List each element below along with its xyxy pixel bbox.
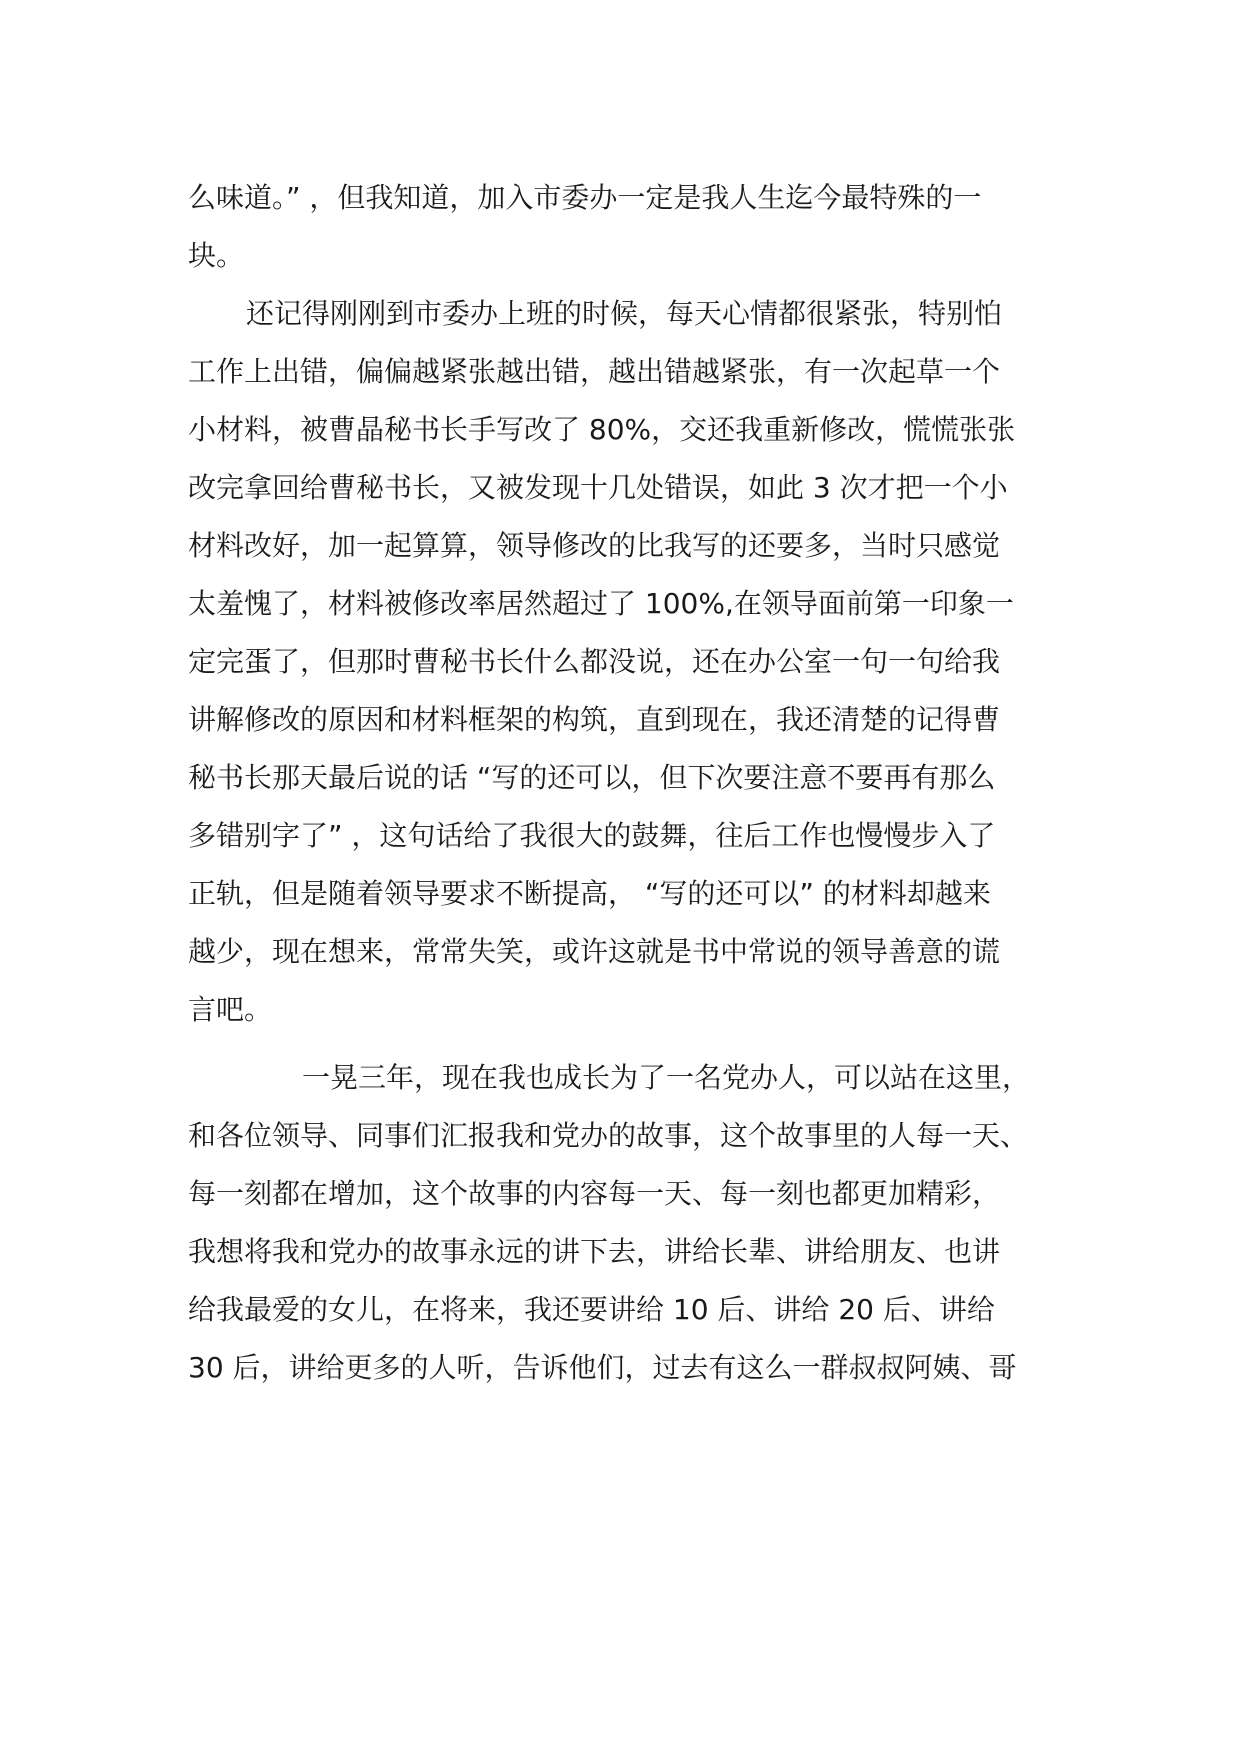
text-line: 太羞愧了，材料被修改率居然超过了 100%,在领导面前第一印象一	[188, 587, 1014, 620]
text-line: 改完拿回给曹秘书长，又被发现十几处错误，如此 3 次才把一个小	[188, 471, 1008, 504]
text-line: 么味道。” ，但我知道，加入市委办一定是我人生迄今最特殊的一	[188, 181, 982, 214]
text-line: 越少，现在想来，常常失笑，或许这就是书中常说的领导善意的谎	[188, 935, 1001, 968]
text-line: 定完蛋了，但那时曹秘书长什么都没说，还在办公室一句一句给我	[188, 645, 1001, 678]
text-line: 言吧。	[188, 993, 273, 1026]
text-line: 秘书长那天最后说的话 “写的还可以，但下次要注意不要再有那么	[188, 761, 996, 794]
text-line: 讲解修改的原因和材料框架的构筑，直到现在，我还清楚的记得曹	[188, 703, 1001, 736]
text-line: 块。	[188, 239, 245, 272]
text-line: 给我最爱的女儿，在将来，我还要讲给 10 后、讲给 20 后、讲给	[188, 1293, 995, 1326]
text-line: 小材料，被曹晶秘书长手写改了 80%，交还我重新修改，慌慌张张	[188, 413, 1016, 446]
text-line: 30 后，讲给更多的人听，告诉他们，过去有这么一群叔叔阿姨、哥	[188, 1351, 1017, 1384]
text-line: 正轨，但是随着领导要求不断提高， “写的还可以” 的材料却越来	[188, 877, 991, 910]
text-line: 多错别字了” ，这句话给了我很大的鼓舞，往后工作也慢慢步入了	[188, 819, 996, 852]
text-line: 每一刻都在增加，这个故事的内容每一天、每一刻也都更加精彩，	[188, 1177, 1001, 1210]
text-line: 工作上出错，偏偏越紧张越出错，越出错越紧张，有一次起草一个	[188, 355, 1001, 388]
text-line: 我想将我和党办的故事永远的讲下去，讲给长辈、讲给朋友、也讲	[188, 1235, 1001, 1268]
text-line: 材料改好，加一起算算，领导修改的比我写的还要多，当时只感觉	[188, 529, 1001, 562]
text-line: 还记得刚刚到市委办上班的时候，每天心情都很紧张，特别怕	[246, 297, 1003, 330]
text-line: 一晃三年，现在我也成长为了一名党办人，可以站在这里，	[302, 1061, 1031, 1094]
text-line: 和各位领导、同事们汇报我和党办的故事，这个故事里的人每一天、	[188, 1119, 1029, 1152]
